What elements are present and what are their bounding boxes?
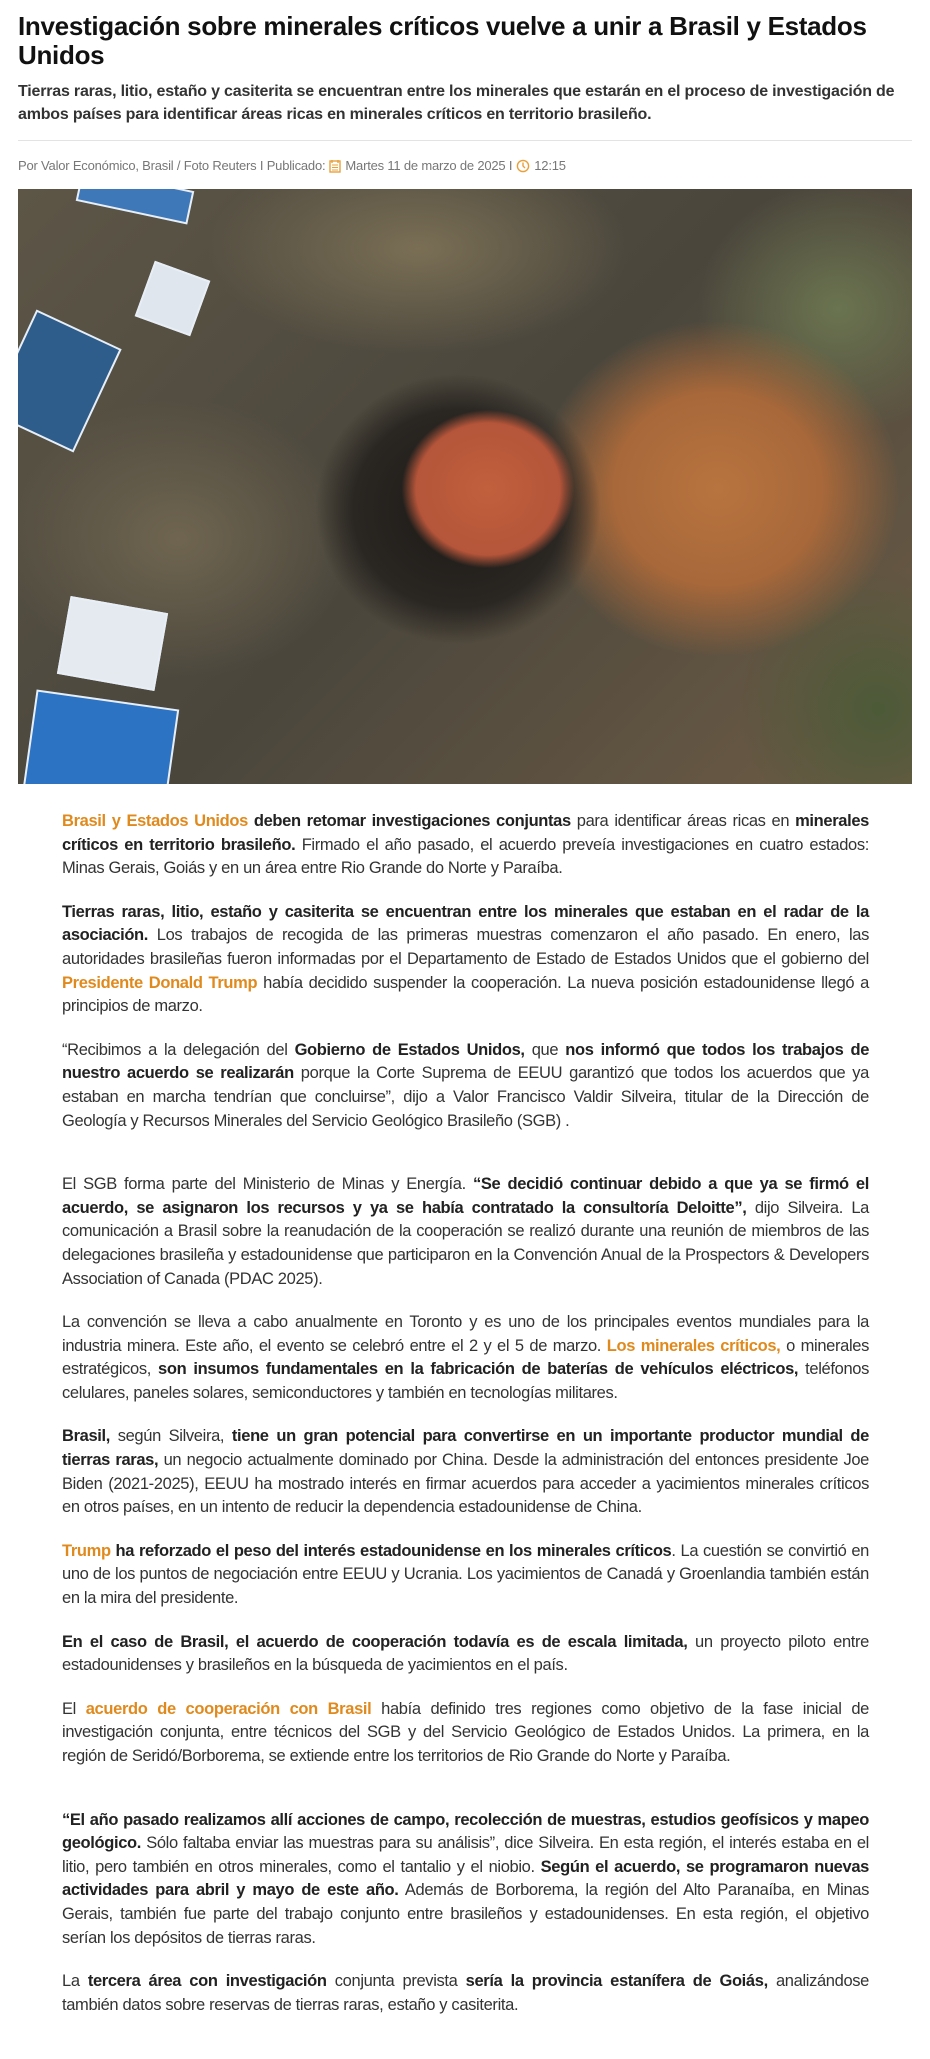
text: El SGB forma parte del Ministerio de Minas y Energía. bbox=[62, 1175, 473, 1194]
text: Firmado el año pasado, el acuerdo preveía investigaciones en cuatro estados: Minas Gerais, Goiás y en un área entre Rio Grande do Norte y Paraíba. bbox=[62, 835, 869, 878]
blue-tarp bbox=[18, 309, 122, 452]
bold-text: minerales críticos en territorio brasileño. bbox=[62, 812, 869, 854]
text: para identificar áreas ricas en bbox=[570, 812, 796, 830]
text: había definido tres regiones como objetivo de la fase inicial de investigación conjunta, entre técnicos del SGB y del Servicio Geológico de Estados Unidos. La primera, en la región de Seridó/Borborema, se extiende entre los territorios de Rio Grande do Norte y Paraíba. bbox=[62, 1699, 869, 1765]
text: El bbox=[62, 1699, 86, 1718]
article-paragraph bbox=[62, 1039, 869, 1133]
article-subtitle: Tierras raras, litio, estaño y casiterita se encuentran entre los minerales que estarán en el proceso de investigación de ambos países para identificar áreas ricas en minerales críticos en territorio brasileño. bbox=[18, 83, 895, 123]
bold-text: Brasil, bbox=[62, 1427, 110, 1446]
text: “Recibimos a la delegación del bbox=[62, 1040, 295, 1059]
bold-text: “Se decidió continuar debido a que ya se firmó el acuerdo, se asignaron los recursos y ya se había contratado la consultoría Deloitte”, bbox=[62, 1175, 869, 1217]
text: dijo Silveira. La comunicación a Brasil sobre la reanudación de la cooperación se realizó durante una reunión de miembros de las delegaciones brasileña y estadounidense que participaron en la Convención Anual de la Prospectors & Developers Association of Canada (PDAC 2025). bbox=[62, 1198, 869, 1288]
divider bbox=[18, 140, 912, 141]
text: teléfonos celulares, paneles solares, semiconductores y también en tecnologías militares. bbox=[62, 1360, 869, 1402]
article-meta bbox=[18, 158, 912, 173]
inline-link[interactable]: Trump bbox=[62, 1541, 111, 1560]
article-paragraph bbox=[62, 901, 869, 1019]
article-paragraph bbox=[62, 1311, 869, 1405]
bold-text: son insumos fundamentales en la fabricación de baterías de vehículos eléctricos, bbox=[158, 1360, 799, 1379]
article-paragraph bbox=[62, 1698, 869, 1769]
publish-time: 12:15 bbox=[534, 158, 566, 173]
text: Además de Borborema, la región del Alto Paranaíba, en Minas Gerais, también fue parte del trabajo conjunto entre brasileños y estadounidenses. En esta región, el objetivo serían los depósitos de tierras raras. bbox=[62, 1881, 869, 1947]
article-paragraph bbox=[62, 1173, 869, 1291]
bold-text: sería la provincia estanífera de Goiás, bbox=[465, 1972, 768, 1991]
inline-link[interactable]: Los minerales críticos, bbox=[606, 1336, 781, 1355]
publish-date: Martes 11 de marzo de 2025 I bbox=[345, 158, 513, 173]
blue-tarp bbox=[76, 189, 195, 224]
bold-text: ha reforzado el peso del interés estadounidense en los minerales críticos bbox=[110, 1541, 672, 1560]
bold-text: Gobierno de Estados Unidos, bbox=[294, 1040, 525, 1059]
byline: Por Valor Económico, Brasil / Foto Reuters I Publicado: bbox=[18, 158, 326, 173]
clock-icon bbox=[516, 159, 530, 173]
article-body bbox=[18, 810, 912, 2017]
bold-text: tercera área con investigación bbox=[87, 1972, 327, 1991]
white-tarp bbox=[135, 261, 211, 337]
article-photo bbox=[18, 189, 912, 784]
text: un negocio actualmente dominado por China. Desde la administración del entonces presidente Joe Biden (2021-2025), EEUU ha mostrado interés en firmar acuerdos para acceder a yacimientos minerales críticos en otros países, en un intento de reducir la dependencia estadounidense de China. bbox=[62, 1451, 869, 1517]
article-paragraph bbox=[62, 1970, 869, 2017]
text: La bbox=[62, 1972, 88, 1991]
text: o minerales estratégicos, bbox=[62, 1336, 869, 1379]
inline-link[interactable]: Brasil y Estados Unidos bbox=[62, 812, 248, 830]
text: un proyecto piloto entre estadounidenses y brasileños en la búsqueda de yacimientos en el país. bbox=[62, 1632, 869, 1675]
text: porque la Corte Suprema de EEUU garantizó que todos los acuerdos que ya estaban en marcha tendrían que concluirse”, dijo a Valor Francisco Valdir Silveira, titular de la Dirección de Geología y Recursos Minerales del Servicio Geológico Brasileño (SGB) . bbox=[62, 1064, 869, 1130]
bold-text: Según el acuerdo, se programaron nuevas actividades para abril y mayo de este año. bbox=[62, 1857, 869, 1900]
text: conjunta prevista bbox=[326, 1972, 466, 1991]
text: Los trabajos de recogida de las primeras muestras comenzaron el año pasado. En enero, las autoridades brasileñas fueron informadas por el Departamento de Estado de Estados Unidos que el gobierno del bbox=[62, 926, 869, 968]
bold-text: En el caso de Brasil, el acuerdo de cooperación todavía es de escala limitada, bbox=[62, 1632, 688, 1651]
text: La convención se lleva a cabo anualmente en Toronto y es uno de los principales eventos mundiales para la industria minera. Este año, el evento se celebró entre el 2 y el 5 de marzo. bbox=[62, 1313, 869, 1355]
article-paragraph bbox=[62, 1631, 869, 1678]
bold-text: “El año pasado realizamos allí acciones de campo, recolección de muestras, estudios geofísicos y mapeo geológico. bbox=[62, 1810, 869, 1853]
article-paragraph bbox=[62, 1809, 869, 1951]
text: había decidido suspender la cooperación. La nueva posición estadounidense llegó a principios de marzo. bbox=[62, 973, 869, 1016]
text: Sólo faltaba enviar las muestras para su análisis”, dice Silveira. En esta región, el interés estaba en el litio, pero también en otros minerales, como el tantalio y el niobio. bbox=[62, 1834, 869, 1876]
white-tarp bbox=[57, 596, 168, 691]
bold-text: Tierras raras, litio, estaño y casiterita se encuentran entre los minerales que estaban en el radar de la asociación. bbox=[62, 902, 869, 945]
article-paragraph bbox=[62, 1425, 869, 1519]
bold-text: tiene un gran potencial para convertirse en un importante productor mundial de tierras raras, bbox=[62, 1427, 869, 1470]
bold-text: deben retomar investigaciones conjuntas bbox=[247, 812, 571, 830]
text: . La cuestión se convirtió en uno de los puntos de negociación entre EEUU y Ucrania. Los yacimientos de Canadá y Groenlandia también están en la mira del presidente. bbox=[62, 1541, 869, 1608]
inline-link[interactable]: Presidente Donald Trump bbox=[62, 973, 258, 992]
blue-tarp bbox=[21, 690, 179, 784]
text: según Silveira, bbox=[110, 1427, 232, 1446]
article-title: Investigación sobre minerales críticos vuelve a unir a Brasil y Estados Unidos bbox=[18, 11, 867, 70]
inline-link[interactable]: acuerdo de cooperación con Brasil bbox=[85, 1699, 372, 1718]
text: que bbox=[524, 1040, 566, 1059]
bold-text: nos informó que todos los trabajos de nuestro acuerdo se realizarán bbox=[62, 1040, 870, 1083]
calendar-icon bbox=[329, 159, 341, 173]
article-paragraph bbox=[62, 810, 869, 881]
article-paragraph bbox=[62, 1540, 869, 1611]
text: analizándose también datos sobre reservas de tierras raras, estaño y casiterita. bbox=[62, 1972, 870, 2014]
